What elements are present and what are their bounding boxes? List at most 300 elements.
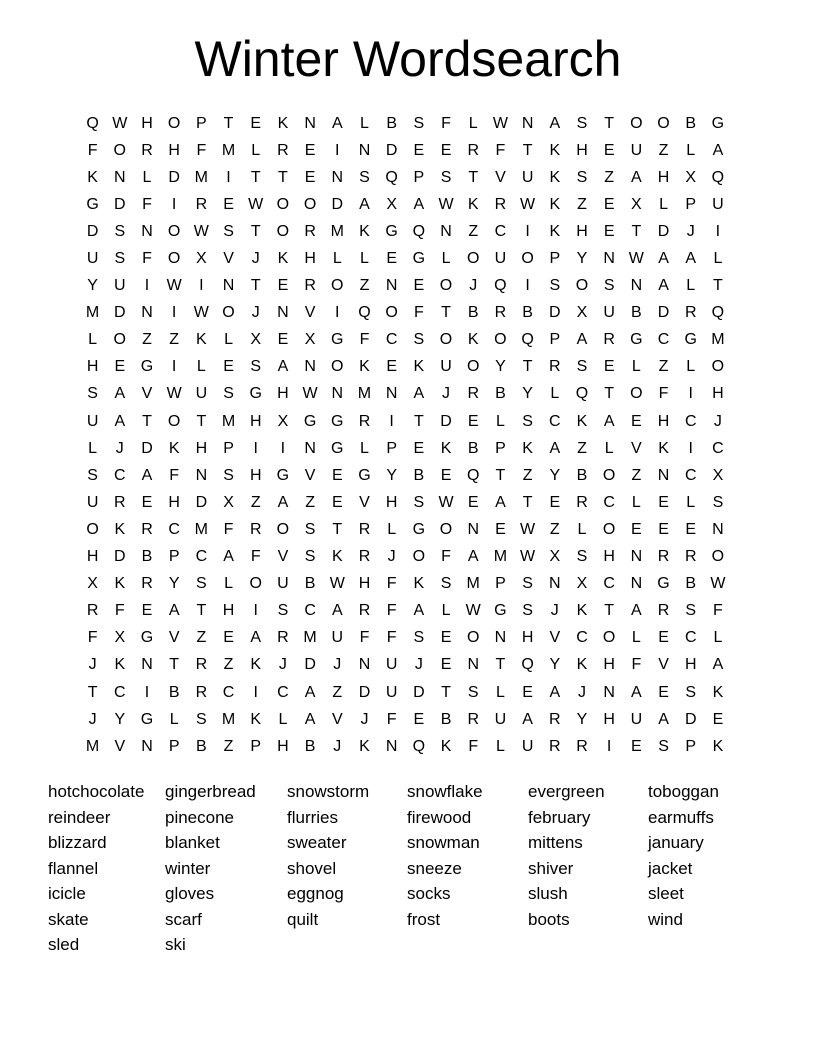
grid-cell: H <box>521 629 534 647</box>
grid-cell: I <box>226 168 231 186</box>
grid-cell: N <box>385 385 398 403</box>
word-list-item: firewood <box>407 807 472 827</box>
grid-cell: V <box>304 304 316 322</box>
grid-cell: T <box>196 602 207 620</box>
grid-cell: W <box>166 385 182 403</box>
word-list-item: mittens <box>528 833 583 852</box>
grid-cell: O <box>711 548 725 566</box>
grid-cell: A <box>277 493 289 511</box>
grid-cell: M <box>466 575 480 593</box>
grid-cell: H <box>277 737 289 755</box>
grid-cell: A <box>467 548 479 566</box>
grid-cell: A <box>658 710 669 728</box>
grid-cell: S <box>359 168 370 186</box>
grid-cell: N <box>141 656 153 674</box>
grid-cell: B <box>304 575 316 593</box>
grid-cell: S <box>712 493 724 511</box>
grid-cell: H <box>141 114 153 132</box>
grid-cell: S <box>685 602 697 620</box>
grid-cell: D <box>195 493 208 511</box>
grid-cell: J <box>550 602 559 620</box>
word-list-item: skate <box>48 909 89 929</box>
grid-cell: B <box>467 304 479 322</box>
word-list-item: january <box>648 833 704 852</box>
word-list-column <box>648 779 719 932</box>
grid-cell: G <box>249 385 262 403</box>
grid-cell: S <box>522 602 533 620</box>
grid-cell: R <box>195 656 208 674</box>
grid-cell: R <box>467 710 479 728</box>
grid-cell: O <box>575 277 589 295</box>
grid-cell: G <box>385 222 398 240</box>
grid-cell: E <box>440 466 452 484</box>
grid-cell: C <box>222 683 235 701</box>
grid-cell: E <box>603 358 615 376</box>
grid-cell: W <box>520 548 536 566</box>
grid-cell: T <box>250 277 261 295</box>
grid-cell: T <box>223 114 234 132</box>
grid-cell: B <box>196 737 207 755</box>
grid-cell: L <box>142 168 152 186</box>
word-list-column <box>528 779 605 932</box>
grid-cell: S <box>413 629 425 647</box>
grid-cell: L <box>686 277 696 295</box>
page-title: Winter Wordsearch <box>194 31 622 87</box>
grid-cell: N <box>331 168 344 186</box>
grid-cell: E <box>141 602 153 620</box>
word-list-item: reindeer <box>48 807 111 827</box>
grid-cell: O <box>167 250 181 268</box>
grid-cell: E <box>413 439 425 457</box>
grid-cell: A <box>359 195 370 213</box>
grid-cell: K <box>87 168 98 186</box>
grid-cell: D <box>684 710 697 728</box>
grid-cell: X <box>576 575 588 593</box>
grid-cell: R <box>467 385 479 403</box>
grid-cell: F <box>386 629 397 647</box>
grid-cell: S <box>576 114 588 132</box>
grid-cell: I <box>171 195 177 213</box>
grid-cell: X <box>685 168 697 186</box>
grid-cell: N <box>385 277 398 295</box>
grid-cell: H <box>195 439 208 457</box>
grid-cell: T <box>196 412 207 430</box>
grid-cell: P <box>386 439 397 457</box>
grid-cell: N <box>141 304 153 322</box>
grid-cell: R <box>141 575 153 593</box>
word-list-item: eggnog <box>287 884 344 903</box>
grid-cell: R <box>304 277 316 295</box>
grid-cell: Y <box>87 277 98 295</box>
grid-cell: O <box>494 331 507 349</box>
grid-cell: E <box>522 683 533 701</box>
grid-cell: K <box>277 114 289 132</box>
grid-cell: Q <box>385 168 398 186</box>
grid-cell: T <box>87 683 98 701</box>
grid-cell: D <box>657 222 670 240</box>
grid-cell: F <box>359 331 370 349</box>
grid-cell: O <box>439 520 453 538</box>
grid-cell: Z <box>604 168 615 186</box>
grid-cell: C <box>549 412 561 430</box>
grid-cell: W <box>520 520 536 538</box>
grid-cell: Y <box>576 250 588 268</box>
word-list-item: blizzard <box>48 833 107 852</box>
grid-cell: I <box>525 277 530 295</box>
grid-cell: A <box>685 250 697 268</box>
grid-cell: L <box>495 683 505 701</box>
grid-cell: L <box>441 250 451 268</box>
grid-cell: I <box>606 737 612 755</box>
grid-cell: L <box>713 250 723 268</box>
grid-cell: B <box>304 737 316 755</box>
grid-cell: G <box>331 331 344 349</box>
grid-cell: K <box>712 737 724 755</box>
grid-cell: I <box>688 439 693 457</box>
grid-cell: K <box>250 710 262 728</box>
grid-cell: N <box>630 277 643 295</box>
grid-cell: Z <box>223 737 234 755</box>
grid-cell: O <box>602 629 616 647</box>
grid-cell: S <box>440 168 452 186</box>
grid-cell: C <box>684 412 697 430</box>
grid-cell: S <box>277 602 289 620</box>
grid-cell: E <box>223 195 234 213</box>
grid-cell: E <box>331 466 343 484</box>
grid-cell: W <box>438 195 454 213</box>
grid-cell: Z <box>577 195 587 213</box>
grid-cell: G <box>331 412 344 430</box>
grid-cell: S <box>114 222 126 240</box>
grid-cell: N <box>331 385 344 403</box>
grid-cell: E <box>413 710 425 728</box>
grid-cell: K <box>440 439 452 457</box>
grid-cell: A <box>495 493 506 511</box>
grid-cell: I <box>144 277 150 295</box>
grid-cell: I <box>280 439 286 457</box>
word-list-item: frost <box>407 909 441 929</box>
grid-cell: H <box>603 656 615 674</box>
grid-cell: M <box>221 141 236 159</box>
word-list-item: hotchocolate <box>48 782 145 801</box>
grid-cell: Q <box>412 222 426 240</box>
grid-cell: O <box>249 575 262 593</box>
grid-cell: B <box>685 114 697 132</box>
grid-cell: E <box>277 331 289 349</box>
grid-cell: O <box>466 629 480 647</box>
grid-cell: K <box>549 222 561 240</box>
grid-cell: N <box>467 520 479 538</box>
grid-cell: W <box>193 222 209 240</box>
grid-cell: H <box>222 602 235 620</box>
grid-cell: G <box>412 520 426 538</box>
grid-cell: E <box>413 141 425 159</box>
grid-cell: W <box>248 195 264 213</box>
word-list-item: toboggan <box>648 782 719 801</box>
grid-cell: Y <box>549 656 561 674</box>
grid-cell: M <box>303 629 317 647</box>
grid-cell: R <box>603 331 615 349</box>
word-list-item: sled <box>48 935 80 954</box>
grid-cell: S <box>440 575 452 593</box>
grid-cell: E <box>304 168 316 186</box>
grid-cell: O <box>385 304 398 322</box>
word-list-item: ski <box>165 935 186 954</box>
grid-cell: H <box>603 710 615 728</box>
word-list-item: sleet <box>648 884 684 903</box>
grid-cell: V <box>331 710 343 728</box>
grid-cell: O <box>167 412 181 430</box>
grid-cell: P <box>168 548 180 566</box>
word-list-item: icicle <box>48 884 86 903</box>
grid-cell: E <box>631 737 642 755</box>
grid-cell: L <box>387 520 397 538</box>
grid-cell: Z <box>631 466 642 484</box>
grid-cell: A <box>223 548 234 566</box>
grid-cell: R <box>358 602 371 620</box>
grid-cell: L <box>550 385 560 403</box>
grid-cell: V <box>277 548 289 566</box>
grid-cell: T <box>278 168 288 186</box>
grid-cell: K <box>467 331 479 349</box>
grid-cell: K <box>359 358 370 376</box>
grid-cell: N <box>141 737 153 755</box>
grid-cell: N <box>603 250 615 268</box>
grid-cell: U <box>114 277 126 295</box>
grid-cell: Q <box>575 385 589 403</box>
grid-cell: V <box>223 250 234 268</box>
grid-cell: W <box>628 250 644 268</box>
grid-cell: S <box>223 385 234 403</box>
grid-cell: J <box>333 737 342 755</box>
grid-cell: A <box>304 683 316 701</box>
grid-cell: T <box>522 358 533 376</box>
grid-cell: I <box>715 222 721 240</box>
grid-cell: A <box>631 168 642 186</box>
grid-cell: R <box>358 412 371 430</box>
grid-cell: X <box>549 548 561 566</box>
grid-cell: O <box>222 304 235 322</box>
grid-cell: M <box>85 737 100 755</box>
grid-cell: D <box>413 683 425 701</box>
grid-cell: A <box>114 385 126 403</box>
grid-cell: A <box>712 656 724 674</box>
grid-cell: C <box>168 520 180 538</box>
grid-cell: N <box>358 141 371 159</box>
grid-cell: J <box>414 656 423 674</box>
grid-cell: R <box>576 737 588 755</box>
word-list-item: blanket <box>165 833 220 852</box>
grid-cell: O <box>602 520 616 538</box>
grid-cell: Z <box>549 520 560 538</box>
wordsearch-grid <box>79 110 732 760</box>
grid-cell: A <box>712 141 724 159</box>
grid-cell: E <box>386 358 397 376</box>
grid-cell: D <box>440 412 452 430</box>
grid-cell: T <box>631 222 642 240</box>
grid-cell: T <box>713 277 723 295</box>
grid-cell: K <box>440 737 452 755</box>
grid-cell: I <box>525 222 530 240</box>
grid-cell: S <box>576 548 588 566</box>
grid-cell: E <box>658 683 669 701</box>
grid-cell: R <box>358 520 371 538</box>
grid-cell: R <box>549 737 561 755</box>
grid-cell: H <box>603 548 615 566</box>
grid-cell: F <box>142 195 152 213</box>
grid-cell: W <box>492 114 508 132</box>
grid-cell: F <box>413 304 424 322</box>
grid-cell: G <box>630 331 643 349</box>
word-list-item: snowman <box>407 833 480 852</box>
grid-cell: P <box>685 737 697 755</box>
grid-cell: M <box>357 385 372 403</box>
grid-cell: A <box>522 710 533 728</box>
grid-cell: C <box>385 331 398 349</box>
word-list-item: flurries <box>287 807 339 827</box>
grid-cell: T <box>495 656 506 674</box>
grid-cell: M <box>493 548 508 566</box>
grid-cell: N <box>440 222 452 240</box>
grid-cell: J <box>387 548 396 566</box>
grid-cell: E <box>658 493 669 511</box>
grid-cell: E <box>603 195 615 213</box>
grid-cell: W <box>710 575 726 593</box>
grid-cell: S <box>576 168 588 186</box>
grid-cell: N <box>277 304 289 322</box>
grid-cell: J <box>713 412 722 430</box>
grid-cell: K <box>549 195 561 213</box>
grid-cell: L <box>441 602 451 620</box>
grid-cell: I <box>171 304 177 322</box>
grid-cell: U <box>331 629 344 647</box>
grid-cell: Y <box>549 466 561 484</box>
grid-cell: E <box>603 141 615 159</box>
grid-cell: S <box>685 683 697 701</box>
grid-cell: Q <box>711 168 725 186</box>
grid-cell: B <box>440 710 452 728</box>
grid-cell: U <box>86 250 99 268</box>
grid-cell: U <box>385 683 398 701</box>
grid-cell: I <box>389 412 394 430</box>
grid-cell: N <box>630 575 643 593</box>
grid-cell: E <box>223 629 234 647</box>
grid-cell: B <box>168 683 180 701</box>
grid-cell: K <box>277 250 289 268</box>
grid-cell: I <box>253 683 258 701</box>
grid-cell: C <box>684 629 697 647</box>
grid-cell: D <box>331 195 344 213</box>
word-list-item: earmuffs <box>648 807 714 827</box>
grid-cell: T <box>413 412 424 430</box>
grid-cell: L <box>224 575 233 593</box>
grid-cell: B <box>576 466 588 484</box>
grid-cell: N <box>494 629 507 647</box>
grid-cell: L <box>360 250 369 268</box>
grid-cell: B <box>413 466 425 484</box>
word-list-item: snowstorm <box>287 782 370 801</box>
grid-cell: V <box>658 656 669 674</box>
grid-cell: S <box>223 222 234 240</box>
grid-cell: B <box>467 439 479 457</box>
grid-cell: E <box>685 520 697 538</box>
grid-cell: G <box>140 358 154 376</box>
grid-cell: V <box>114 737 126 755</box>
grid-cell: L <box>468 114 478 132</box>
grid-cell: J <box>88 656 97 674</box>
grid-cell: R <box>494 195 507 213</box>
grid-cell: Z <box>359 277 370 295</box>
grid-cell: T <box>169 656 180 674</box>
grid-cell: R <box>141 141 153 159</box>
grid-cell: A <box>413 602 425 620</box>
grid-cell: R <box>249 520 262 538</box>
grid-cell: O <box>630 385 643 403</box>
grid-cell: P <box>168 737 180 755</box>
grid-cell: F <box>223 520 234 538</box>
grid-cell: K <box>522 439 533 457</box>
grid-cell: Y <box>495 358 506 376</box>
grid-cell: G <box>140 710 154 728</box>
grid-cell: J <box>360 710 369 728</box>
grid-cell: L <box>251 141 261 159</box>
grid-cell: T <box>604 602 615 620</box>
grid-cell: G <box>412 250 426 268</box>
grid-cell: W <box>112 114 128 132</box>
grid-cell: U <box>494 250 507 268</box>
grid-cell: K <box>413 575 425 593</box>
grid-cell: Z <box>577 439 587 457</box>
grid-cell: W <box>520 195 536 213</box>
grid-cell: S <box>413 114 425 132</box>
grid-cell: N <box>304 114 316 132</box>
grid-cell: D <box>304 656 316 674</box>
grid-cell: H <box>277 385 289 403</box>
grid-cell: S <box>522 412 533 430</box>
grid-cell: E <box>712 710 724 728</box>
grid-cell: N <box>304 358 316 376</box>
grid-cell: S <box>87 466 98 484</box>
grid-cell: R <box>494 304 507 322</box>
grid-cell: L <box>686 493 696 511</box>
grid-cell: F <box>250 548 261 566</box>
grid-cell: O <box>276 520 290 538</box>
grid-cell: P <box>250 737 262 755</box>
grid-cell: X <box>386 195 397 213</box>
word-list-item: sneeze <box>407 858 462 878</box>
grid-cell: G <box>276 466 290 484</box>
grid-cell: R <box>549 710 561 728</box>
grid-cell: S <box>413 493 425 511</box>
grid-cell: R <box>195 195 208 213</box>
grid-cell: E <box>631 520 642 538</box>
grid-cell: A <box>549 683 561 701</box>
grid-cell: P <box>685 195 697 213</box>
grid-cell: P <box>413 168 425 186</box>
grid-cell: C <box>114 683 126 701</box>
grid-cell: I <box>144 683 150 701</box>
grid-cell: H <box>712 385 724 403</box>
grid-cell: E <box>467 493 479 511</box>
grid-cell: K <box>250 656 262 674</box>
grid-cell: K <box>168 439 180 457</box>
grid-cell: D <box>114 304 126 322</box>
grid-cell: C <box>114 466 126 484</box>
grid-cell: C <box>304 602 316 620</box>
grid-cell: J <box>88 710 97 728</box>
grid-cell: R <box>358 548 371 566</box>
grid-cell: K <box>576 412 588 430</box>
